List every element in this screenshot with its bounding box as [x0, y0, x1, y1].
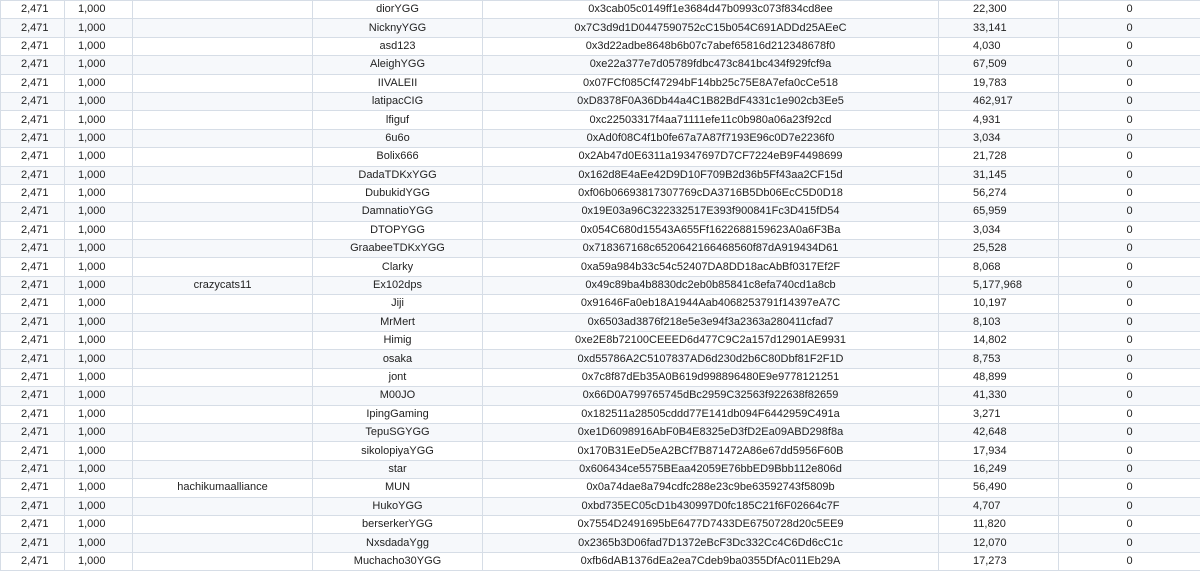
rank-cell: 2,471 [1, 221, 65, 239]
rank-cell: 2,471 [1, 129, 65, 147]
extra-cell: 0 [1059, 56, 1200, 74]
player-name-cell: AleighYGG [313, 56, 483, 74]
rank-cell: 2,471 [1, 295, 65, 313]
extra-cell: 0 [1059, 423, 1200, 441]
amount-cell: 1,000 [65, 515, 133, 533]
score-cell: 4,030 [939, 37, 1059, 55]
amount-cell: 1,000 [65, 479, 133, 497]
wallet-address-cell: 0x19E03a96C322332517E393f900841Fc3D415fD54 [483, 203, 939, 221]
extra-cell: 0 [1059, 387, 1200, 405]
wallet-address-cell: 0xd55786A2C5107837AD6d230d2b6C80Dbf81F2F1D [483, 350, 939, 368]
rank-cell: 2,471 [1, 258, 65, 276]
extra-cell: 0 [1059, 166, 1200, 184]
score-cell: 12,070 [939, 534, 1059, 552]
leaderboard-body [1, 1, 1200, 571]
extra-cell: 0 [1059, 258, 1200, 276]
amount-cell: 1,000 [65, 221, 133, 239]
score-cell: 11,820 [939, 515, 1059, 533]
amount-cell: 1,000 [65, 203, 133, 221]
alliance-cell [133, 240, 313, 258]
wallet-address-cell: 0x162d8E4aEe42D9D10F709B2d36b5Ff43aa2CF15d [483, 166, 939, 184]
table-row [1, 221, 1200, 239]
amount-cell: 1,000 [65, 368, 133, 386]
player-name-cell: M00JO [313, 387, 483, 405]
rank-cell: 2,471 [1, 166, 65, 184]
wallet-address-cell: 0xe22a377e7d05789fdbc473c841bc434f929fcf9a [483, 56, 939, 74]
score-cell: 16,249 [939, 460, 1059, 478]
rank-cell: 2,471 [1, 332, 65, 350]
score-cell: 17,273 [939, 552, 1059, 570]
table-row [1, 56, 1200, 74]
player-name-cell: MrMert [313, 313, 483, 331]
wallet-address-cell: 0x07FCf085Cf47294bF14bb25c75E8A7efa0cCe518 [483, 74, 939, 92]
wallet-address-cell: 0xc22503317f4aa71111efe11c0b980a06a23f92cd [483, 111, 939, 129]
table-row [1, 111, 1200, 129]
wallet-address-cell: 0xa59a984b33c54c52407DA8DD18acAbBf0317Ef2F [483, 258, 939, 276]
extra-cell: 0 [1059, 332, 1200, 350]
extra-cell: 0 [1059, 240, 1200, 258]
score-cell: 462,917 [939, 92, 1059, 110]
table-row [1, 74, 1200, 92]
rank-cell: 2,471 [1, 37, 65, 55]
alliance-cell [133, 460, 313, 478]
alliance-cell [133, 295, 313, 313]
amount-cell: 1,000 [65, 497, 133, 515]
extra-cell: 0 [1059, 129, 1200, 147]
wallet-address-cell: 0x718367168c6520642166468560f87dA919434D61 [483, 240, 939, 258]
extra-cell: 0 [1059, 111, 1200, 129]
alliance-cell [133, 387, 313, 405]
table-row [1, 405, 1200, 423]
table-row [1, 387, 1200, 405]
player-name-cell: DTOPYGG [313, 221, 483, 239]
amount-cell: 1,000 [65, 1, 133, 19]
extra-cell: 0 [1059, 1, 1200, 19]
player-name-cell: HukoYGG [313, 497, 483, 515]
table-row [1, 203, 1200, 221]
rank-cell: 2,471 [1, 534, 65, 552]
amount-cell: 1,000 [65, 19, 133, 37]
rank-cell: 2,471 [1, 350, 65, 368]
extra-cell: 0 [1059, 350, 1200, 368]
amount-cell: 1,000 [65, 295, 133, 313]
table-row [1, 368, 1200, 386]
player-name-cell: TepuSGYGG [313, 423, 483, 441]
extra-cell: 0 [1059, 515, 1200, 533]
player-name-cell: GraabeeTDKxYGG [313, 240, 483, 258]
amount-cell: 1,000 [65, 184, 133, 202]
wallet-address-cell: 0xfb6dAB1376dEa2ea7Cdeb9ba0355DfAc011Eb29A [483, 552, 939, 570]
score-cell: 25,528 [939, 240, 1059, 258]
score-cell: 42,648 [939, 423, 1059, 441]
extra-cell: 0 [1059, 534, 1200, 552]
rank-cell: 2,471 [1, 240, 65, 258]
rank-cell: 2,471 [1, 368, 65, 386]
score-cell: 8,068 [939, 258, 1059, 276]
alliance-cell [133, 37, 313, 55]
table-row [1, 240, 1200, 258]
wallet-address-cell: 0xAd0f08C4f1b0fe67a7A87f7193E96c0D7e2236f0 [483, 129, 939, 147]
wallet-address-cell: 0x7c8f87dEb35A0B619d998896480E9e9778121251 [483, 368, 939, 386]
alliance-cell [133, 442, 313, 460]
amount-cell: 1,000 [65, 148, 133, 166]
amount-cell: 1,000 [65, 111, 133, 129]
player-name-cell: NxsdadaYgg [313, 534, 483, 552]
rank-cell: 2,471 [1, 460, 65, 478]
wallet-address-cell: 0x49c89ba4b8830dc2eb0b85841c8efa740cd1a8cb [483, 276, 939, 294]
extra-cell: 0 [1059, 460, 1200, 478]
score-cell: 41,330 [939, 387, 1059, 405]
player-name-cell: IIVALEII [313, 74, 483, 92]
alliance-cell [133, 497, 313, 515]
alliance-cell [133, 92, 313, 110]
player-name-cell: 6u6o [313, 129, 483, 147]
alliance-cell [133, 258, 313, 276]
table-row [1, 515, 1200, 533]
extra-cell: 0 [1059, 221, 1200, 239]
rank-cell: 2,471 [1, 19, 65, 37]
extra-cell: 0 [1059, 405, 1200, 423]
rank-cell: 2,471 [1, 184, 65, 202]
player-name-cell: star [313, 460, 483, 478]
alliance-cell [133, 552, 313, 570]
table-row [1, 184, 1200, 202]
table-row [1, 460, 1200, 478]
extra-cell: 0 [1059, 184, 1200, 202]
rank-cell: 2,471 [1, 203, 65, 221]
alliance-cell [133, 111, 313, 129]
player-name-cell: MUN [313, 479, 483, 497]
player-name-cell: DubukidYGG [313, 184, 483, 202]
alliance-cell [133, 313, 313, 331]
alliance-cell [133, 74, 313, 92]
table-row [1, 552, 1200, 570]
amount-cell: 1,000 [65, 332, 133, 350]
wallet-address-cell: 0xe1D6098916AbF0B4E8325eD3fD2Ea09ABD298f8a [483, 423, 939, 441]
alliance-cell [133, 56, 313, 74]
amount-cell: 1,000 [65, 92, 133, 110]
player-name-cell: latipacCIG [313, 92, 483, 110]
rank-cell: 2,471 [1, 276, 65, 294]
wallet-address-cell: 0x2365b3D06fad7D1372eBcF3Dc332Cc4C6Dd6cC1c [483, 534, 939, 552]
wallet-address-cell: 0x0a74dae8a794cdfc288e23c9be63592743f5809b [483, 479, 939, 497]
extra-cell: 0 [1059, 552, 1200, 570]
table-row [1, 332, 1200, 350]
table-row [1, 148, 1200, 166]
wallet-address-cell: 0x606434ce5575BEaa42059E76bbED9Bbb112e806d [483, 460, 939, 478]
amount-cell: 1,000 [65, 405, 133, 423]
wallet-address-cell: 0x66D0A799765745dBc2959C32563f922638f82659 [483, 387, 939, 405]
amount-cell: 1,000 [65, 460, 133, 478]
score-cell: 19,783 [939, 74, 1059, 92]
extra-cell: 0 [1059, 203, 1200, 221]
rank-cell: 2,471 [1, 423, 65, 441]
extra-cell: 0 [1059, 368, 1200, 386]
rank-cell: 2,471 [1, 313, 65, 331]
rank-cell: 2,471 [1, 1, 65, 19]
wallet-address-cell: 0x054C680d15543A655Ff1622688159623A0a6F3Ba [483, 221, 939, 239]
wallet-address-cell: 0xD8378F0A36Db44a4C1B82BdF4331c1e902cb3Ee5 [483, 92, 939, 110]
player-name-cell: Bolix666 [313, 148, 483, 166]
extra-cell: 0 [1059, 497, 1200, 515]
player-name-cell: DadaTDKxYGG [313, 166, 483, 184]
rank-cell: 2,471 [1, 552, 65, 570]
wallet-address-cell: 0x91646Fa0eb18A1944Aab4068253791f14397eA7C [483, 295, 939, 313]
rank-cell: 2,471 [1, 387, 65, 405]
player-name-cell: jont [313, 368, 483, 386]
amount-cell: 1,000 [65, 350, 133, 368]
player-name-cell: berserkerYGG [313, 515, 483, 533]
score-cell: 3,034 [939, 129, 1059, 147]
extra-cell: 0 [1059, 37, 1200, 55]
player-name-cell: Himig [313, 332, 483, 350]
score-cell: 8,753 [939, 350, 1059, 368]
wallet-address-cell: 0x182511a28505cddd77E141db094F6442959C491a [483, 405, 939, 423]
table-row [1, 92, 1200, 110]
alliance-cell [133, 534, 313, 552]
score-cell: 33,141 [939, 19, 1059, 37]
table-row [1, 129, 1200, 147]
amount-cell: 1,000 [65, 387, 133, 405]
amount-cell: 1,000 [65, 166, 133, 184]
table-row [1, 37, 1200, 55]
extra-cell: 0 [1059, 313, 1200, 331]
score-cell: 21,728 [939, 148, 1059, 166]
alliance-cell [133, 368, 313, 386]
wallet-address-cell: 0x6503ad3876f218e5e3e94f3a2363a280411cfad7 [483, 313, 939, 331]
alliance-cell [133, 350, 313, 368]
alliance-cell [133, 1, 313, 19]
alliance-cell [133, 148, 313, 166]
extra-cell: 0 [1059, 92, 1200, 110]
player-name-cell: lfiguf [313, 111, 483, 129]
alliance-cell [133, 332, 313, 350]
table-row [1, 1, 1200, 19]
alliance-cell [133, 405, 313, 423]
score-cell: 17,934 [939, 442, 1059, 460]
wallet-address-cell: 0x170B31EeD5eA2BCf7B871472A86e67dd5956F60B [483, 442, 939, 460]
player-name-cell: Jiji [313, 295, 483, 313]
player-name-cell: sikolopiyaYGG [313, 442, 483, 460]
extra-cell: 0 [1059, 148, 1200, 166]
table-row [1, 442, 1200, 460]
player-name-cell: osaka [313, 350, 483, 368]
alliance-cell [133, 423, 313, 441]
rank-cell: 2,471 [1, 111, 65, 129]
table-row [1, 479, 1200, 497]
amount-cell: 1,000 [65, 240, 133, 258]
amount-cell: 1,000 [65, 129, 133, 147]
table-row [1, 19, 1200, 37]
amount-cell: 1,000 [65, 56, 133, 74]
amount-cell: 1,000 [65, 276, 133, 294]
rank-cell: 2,471 [1, 405, 65, 423]
score-cell: 14,802 [939, 332, 1059, 350]
score-cell: 5,177,968 [939, 276, 1059, 294]
player-name-cell: Muchacho30YGG [313, 552, 483, 570]
extra-cell: 0 [1059, 442, 1200, 460]
extra-cell: 0 [1059, 276, 1200, 294]
alliance-cell: hachikumaalliance [133, 479, 313, 497]
rank-cell: 2,471 [1, 479, 65, 497]
score-cell: 31,145 [939, 166, 1059, 184]
rank-cell: 2,471 [1, 74, 65, 92]
rank-cell: 2,471 [1, 148, 65, 166]
score-cell: 4,707 [939, 497, 1059, 515]
table-row [1, 350, 1200, 368]
wallet-address-cell: 0xe2E8b72100CEEED6d477C9C2a157d12901AE9931 [483, 332, 939, 350]
score-cell: 56,490 [939, 479, 1059, 497]
wallet-address-cell: 0x2Ab47d0E6311a19347697D7CF7224eB9F4498699 [483, 148, 939, 166]
extra-cell: 0 [1059, 295, 1200, 313]
wallet-address-cell: 0xbd735EC05cD1b430997D0fc185C21f6F02664c7F [483, 497, 939, 515]
amount-cell: 1,000 [65, 552, 133, 570]
score-cell: 3,271 [939, 405, 1059, 423]
amount-cell: 1,000 [65, 74, 133, 92]
amount-cell: 1,000 [65, 37, 133, 55]
alliance-cell [133, 129, 313, 147]
table-row [1, 276, 1200, 294]
table-row [1, 497, 1200, 515]
alliance-cell [133, 184, 313, 202]
score-cell: 65,959 [939, 203, 1059, 221]
rank-cell: 2,471 [1, 497, 65, 515]
score-cell: 67,509 [939, 56, 1059, 74]
alliance-cell: crazycats11 [133, 276, 313, 294]
table-row [1, 166, 1200, 184]
rank-cell: 2,471 [1, 442, 65, 460]
wallet-address-cell: 0x7C3d9d1D0447590752cC15b054C691ADDd25AEeC [483, 19, 939, 37]
score-cell: 10,197 [939, 295, 1059, 313]
alliance-cell [133, 166, 313, 184]
amount-cell: 1,000 [65, 258, 133, 276]
player-name-cell: DamnatioYGG [313, 203, 483, 221]
score-cell: 8,103 [939, 313, 1059, 331]
wallet-address-cell: 0x3d22adbe8648b6b07c7abef65816d212348678f0 [483, 37, 939, 55]
extra-cell: 0 [1059, 479, 1200, 497]
extra-cell: 0 [1059, 74, 1200, 92]
amount-cell: 1,000 [65, 442, 133, 460]
table-row [1, 313, 1200, 331]
amount-cell: 1,000 [65, 313, 133, 331]
alliance-cell [133, 203, 313, 221]
wallet-address-cell: 0x7554D2491695bE6477D7433DE6750728d20c5EE9 [483, 515, 939, 533]
player-name-cell: NicknyYGG [313, 19, 483, 37]
table-row [1, 534, 1200, 552]
player-name-cell: asd123 [313, 37, 483, 55]
score-cell: 48,899 [939, 368, 1059, 386]
alliance-cell [133, 221, 313, 239]
score-cell: 3,034 [939, 221, 1059, 239]
score-cell: 56,274 [939, 184, 1059, 202]
rank-cell: 2,471 [1, 515, 65, 533]
player-name-cell: Ex102dps [313, 276, 483, 294]
player-name-cell: Clarky [313, 258, 483, 276]
table-row [1, 295, 1200, 313]
rank-cell: 2,471 [1, 56, 65, 74]
amount-cell: 1,000 [65, 423, 133, 441]
table-row [1, 423, 1200, 441]
wallet-address-cell: 0xf06b06693817307769cDA3716B5Db06EcC5D0D18 [483, 184, 939, 202]
alliance-cell [133, 515, 313, 533]
score-cell: 22,300 [939, 1, 1059, 19]
player-name-cell: IpingGaming [313, 405, 483, 423]
amount-cell: 1,000 [65, 534, 133, 552]
rank-cell: 2,471 [1, 92, 65, 110]
extra-cell: 0 [1059, 19, 1200, 37]
wallet-address-cell: 0x3cab05c0149ff1e3684d47b0993c073f834cd8ee [483, 1, 939, 19]
player-name-cell: diorYGG [313, 1, 483, 19]
alliance-cell [133, 19, 313, 37]
table-row [1, 258, 1200, 276]
score-cell: 4,931 [939, 111, 1059, 129]
